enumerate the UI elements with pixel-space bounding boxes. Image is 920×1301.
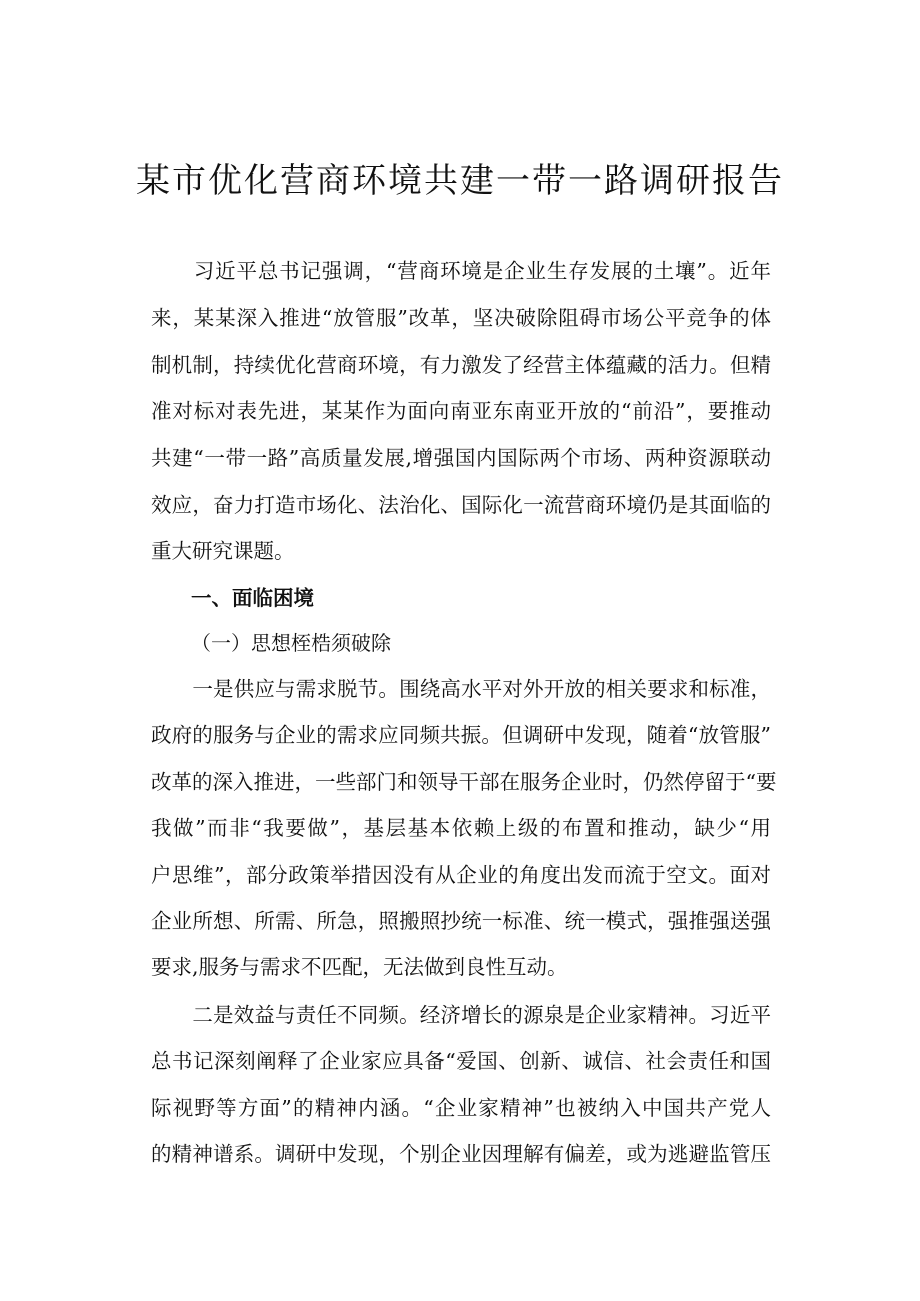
para2-line-1: 二是效益与责任不同频。经济增长的源泉是企业家精神。习近平 bbox=[151, 1003, 771, 1027]
para2-line-2: 总书记深刻阐释了企业家应具备“爱国、创新、诚信、社会责任和国 bbox=[151, 1049, 771, 1073]
intro-line-5: 共建“一带一路”高质量发展,增强国内国际两个市场、两种资源联动 bbox=[151, 446, 771, 470]
para2-line-3: 际视野等方面”的精神内涵。“企业家精神”也被纳入中国共产党人 bbox=[151, 1096, 771, 1120]
para1-line-3: 改革的深入推进，一些部门和领导干部在服务企业时，仍然停留于“要 bbox=[151, 770, 777, 794]
intro-line-3: 制机制，持续优化营商环境，有力激发了经营主体蕴藏的活力。但精 bbox=[151, 353, 771, 377]
para1-line-2: 政府的服务与企业的需求应同频共振。但调研中发现，随着“放管服” bbox=[151, 723, 771, 747]
intro-line-1: 习近平总书记强调，“营商环境是企业生存发展的土壤”。近年 bbox=[151, 259, 771, 283]
para1-line-6: 企业所想、所需、所急，照搬照抄统一标准、统一模式，强推强送强 bbox=[151, 909, 771, 933]
para1-line-5: 户思维”，部分政策举措因没有从企业的角度出发而流于空文。面对 bbox=[151, 863, 771, 887]
intro-line-6: 效应，奋力打造市场化、法治化、国际化一流营商环境仍是其面临的 bbox=[151, 493, 771, 517]
document-title: 某市优化营商环境共建一带一路调研报告 bbox=[136, 161, 784, 201]
intro-line-2: 来，某某深入推进“放管服”改革，坚决破除阻碍市场公平竞争的体 bbox=[151, 306, 771, 330]
para1-line-4: 我做”而非“我要做”，基层基本依赖上级的布置和推动，缺少“用 bbox=[151, 816, 771, 840]
section-heading: 一、面临困境 bbox=[191, 586, 314, 610]
intro-line-4: 准对标对表先进，某某作为面向南亚东南亚开放的“前沿”，要推动 bbox=[151, 399, 771, 423]
para1-line-7: 要求,服务与需求不匹配，无法做到良性互动。 bbox=[151, 955, 568, 979]
para2-line-4: 的精神谱系。调研中发现，个别企业因理解有偏差，或为逃避监管压 bbox=[151, 1142, 771, 1166]
intro-line-7: 重大研究课题。 bbox=[151, 539, 295, 563]
subsection-heading: （一）思想桎梏须破除 bbox=[191, 631, 391, 655]
para1-line-1: 一是供应与需求脱节。围绕高水平对外开放的相关要求和标准， bbox=[151, 677, 771, 701]
